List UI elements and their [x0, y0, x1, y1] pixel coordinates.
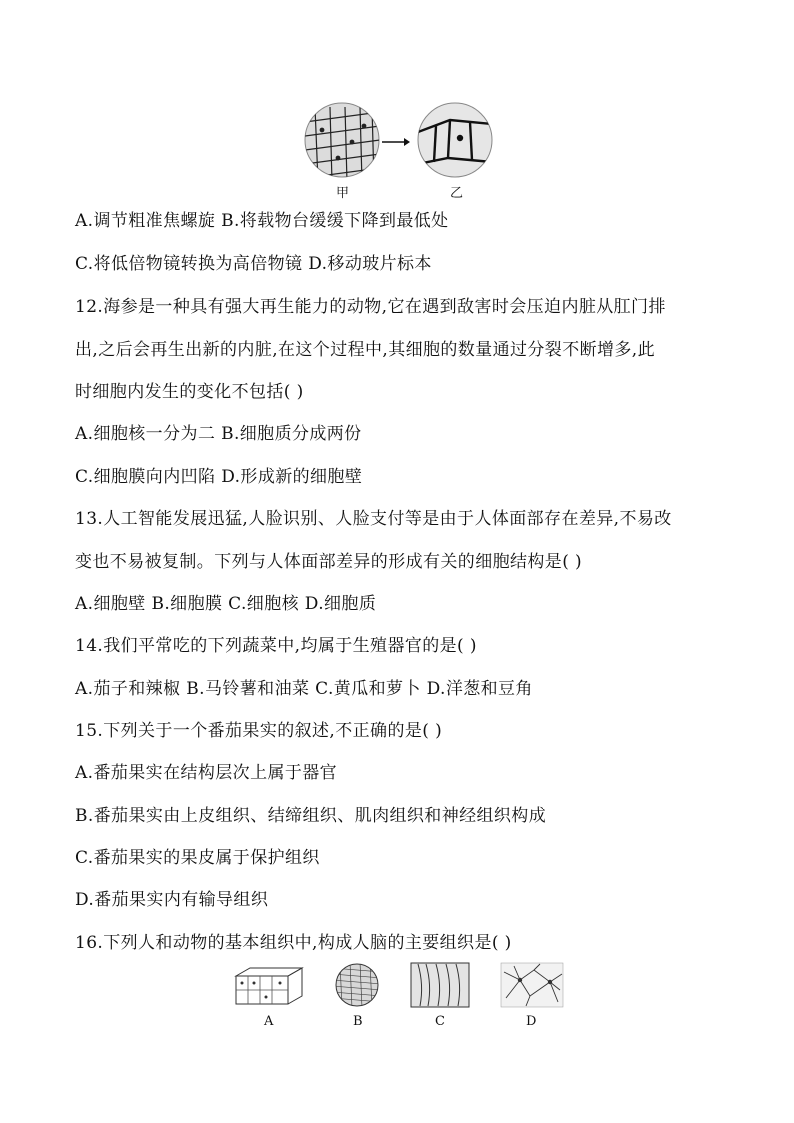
- tissue-label-a: A: [264, 1014, 274, 1029]
- q11-options-line1: A.调节粗准焦螺旋 B.将载物台缓缓下降到最低处: [75, 211, 449, 231]
- q12-options-line1: A.细胞核一分为二 B.细胞质分成两份: [75, 424, 362, 444]
- q15-option-c: C.番茄果实的果皮属于保护组织: [75, 848, 320, 868]
- q12-stem-line1: 12.海参是一种具有强大再生能力的动物,它在遇到敌害时会压迫内脏从肛门排: [75, 297, 666, 317]
- q13-options: A.细胞壁 B.细胞膜 C.细胞核 D.细胞质: [75, 594, 377, 614]
- q11-options-line2: C.将低倍物镜转换为高倍物镜 D.移动玻片标本: [75, 254, 432, 274]
- q15-option-d: D.番茄果实内有输导组织: [75, 890, 269, 910]
- q15-stem: 15.下列关于一个番茄果实的叙述,不正确的是( ): [75, 721, 443, 741]
- q14-stem: 14.我们平常吃的下列蔬菜中,均属于生殖器官的是( ): [75, 636, 477, 656]
- tissue-a-image: [232, 962, 304, 1008]
- q12-options-line2: C.细胞膜向内凹陷 D.形成新的细胞壁: [75, 467, 363, 487]
- tissue-label-d: D: [526, 1014, 537, 1029]
- q12-stem-line2: 出,之后会再生出新的内脏,在这个过程中,其细胞的数量通过分裂不断增多,此: [75, 340, 656, 360]
- q14-options: A.茄子和辣椒 B.马铃薯和油菜 C.黄瓜和萝卜 D.洋葱和豆角: [75, 679, 533, 699]
- microscope-views-image: [300, 102, 500, 182]
- microscope-figure: [300, 102, 500, 200]
- tissue-c-image: [410, 962, 470, 1008]
- q13-stem-line2: 变也不易被复制。下列与人体面部差异的形成有关的细胞结构是( ): [75, 552, 583, 572]
- tissue-d-image: [500, 962, 564, 1008]
- tissue-b-image: [332, 962, 382, 1008]
- figure-label-jia: 甲: [336, 186, 350, 201]
- q16-stem: 16.下列人和动物的基本组织中,构成人脑的主要组织是( ): [75, 933, 512, 953]
- tissue-figure: [232, 962, 572, 1034]
- tissue-label-b: B: [353, 1014, 363, 1029]
- q15-option-a: A.番茄果实在结构层次上属于器官: [75, 763, 338, 783]
- q15-option-b: B.番茄果实由上皮组织、结缔组织、肌肉组织和神经组织构成: [75, 806, 547, 826]
- q12-stem-line3: 时细胞内发生的变化不包括( ): [75, 382, 304, 402]
- q13-stem-line1: 13.人工智能发展迅猛,人脸识别、人脸支付等是由于人体面部存在差异,不易改: [75, 509, 672, 529]
- tissue-label-c: C: [435, 1014, 445, 1029]
- figure-label-yi: 乙: [450, 186, 464, 201]
